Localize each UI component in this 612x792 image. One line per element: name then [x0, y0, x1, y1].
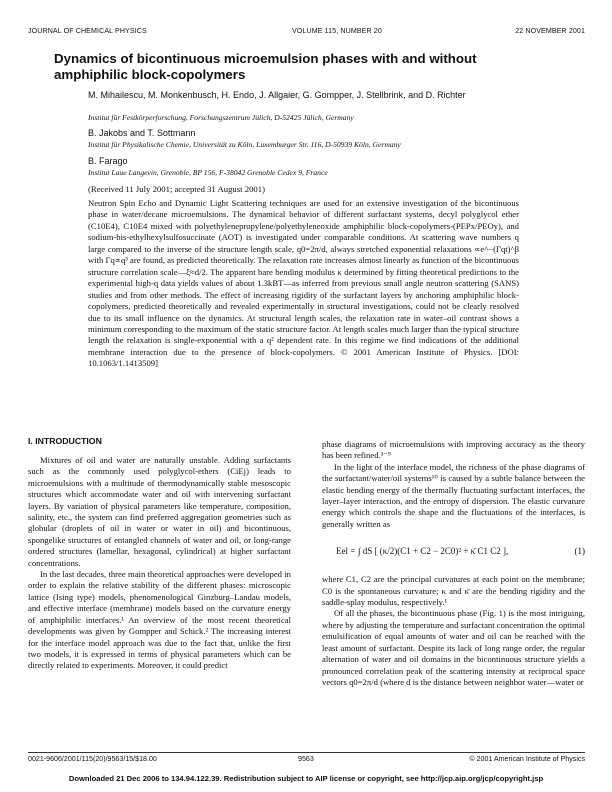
paragraph: where C1, C2 are the principal curvatures at each point on the membrane; C0 is the spontaneous curvature; κ and κ̄ are the bending rigidity and the saddle-splay modulus, respectively.¹ — [322, 574, 585, 608]
footer-copyright: © 2001 American Institute of Physics — [469, 755, 585, 763]
section-heading: I. INTRODUCTION — [28, 436, 102, 446]
equation-lhs: Eel = — [336, 546, 356, 557]
paragraph: phase diagrams of microemulsions with improving accuracy as the theory has been refined.³⁻⁹ — [322, 439, 585, 461]
affiliation-1: Institut für Festkörperforschung, Forschungszentrum Jülich, D-52425 Jülich, Germany — [88, 113, 354, 122]
received-dates: (Received 11 July 2001; accepted 31 August 2001) — [88, 184, 266, 194]
footer-rule — [28, 752, 585, 753]
author-list-1: M. Mihailescu, M. Monkenbusch, H. Endo, J. Allgaier, G. Gompper, J. Stellbrink, and D. Richter — [88, 90, 466, 100]
author-list-2: B. Jakobs and T. Sottmann — [88, 128, 196, 138]
equation-rhs: ∫ dS [ (κ/2)(C1 + C2 − 2C0)² + κ̄ C1 C2 ], — [358, 546, 509, 557]
paragraph: Of all the phases, the bicontinuous phase (Fig. 1) is the most intriguing, where by adjusting the temperature and surfactant concentration the optimal emulsification of equal amounts of water and oil can be reached with the least amount of surfactant. Despite its lack of long range order, the regular alternation of water and oil domains in the bicontinuous structure yields a pronounced correlation peak of the scattering intensity at reciprocal space vectors q0=2π/d (where d is the distance between neighbor water—water or — [322, 608, 585, 687]
affiliation-3: Institut Laue Langevin, Grenoble, BP 156, F-38042 Grenoble Cedex 9, France — [88, 168, 328, 177]
left-column — [28, 455, 291, 672]
right-column — [322, 439, 585, 688]
equation-1 — [322, 538, 585, 568]
abstract: Neutron Spin Echo and Dynamic Light Scattering techniques are used for an extensive investigation of the bicontinuous phase in water/decane microemulsions. The dynamical behavior of different surfactant systems, decyl polyglycol ether (C10E4), C10E4 mixed with polyethylenepropylene/polyethyleneoxide amphiphilic block-copolymers-(PEPx/PEOy), and sodium-bis-ethylhexylsulfosuccinate (AOT) is investigated under comparable conditions. At scattering wave numbers q large compared to the inverse of the structure length scale, q0=2π/d, always stretched exponential relaxations ∝e^−(Γqt)^β with Γq∝q³ are found, as predicted theoretically. The relaxation rate increases almost linearly as function of the bicontinuous structure correlation scale—ξ≈d/2. The apparent bare bending modulus κ determined by fitting theoretical predictions to the experimental high-q data yields values of about 1.3kBT—as inferred from previous small angle neutron scattering (SANS) studies and from other methods. The effect of increasing rigidity of the surfactant layers by anchoring amphiphilic block-copolymers, predicted theoretically and revealed experimentally in structural investigations, could not be clearly resolved due to its small influence on the dynamics. At structural length scales, the relaxation rate in water–oil contrast shows a minimum corresponding to the maximum of the static structure factor. At length scales much larger than the typical structure length the relaxation is single-exponential with a q² dependent rate. In this regime we find indications of the additional membrane interaction due to the presence of block-copolymers. © 2001 American Institute of Physics. [DOI: 10.1063/1.1413509] — [88, 198, 519, 369]
affiliation-2: Institut für Physikalische Chemie, Universität zu Köln, Luxemburger Str. 116, D-50939 Köln, Germany — [88, 140, 401, 149]
equation-number: (1) — [574, 546, 585, 557]
paper-title: Dynamics of bicontinuous microemulsion phases with and without amphiphilic block-copolymers — [54, 51, 477, 82]
page-number: 9563 — [298, 755, 314, 763]
paragraph: In the last decades, three main theoretical approaches were developed in order to explain the relative stability of the different phases: microscopic lattice (Ising type) models, phenomenological Ginzburg–Landau models, and effective interface (membrane) models based on the curvature energy of amphiphilic interfaces.¹ An overview of the most recent theoretical developments was given by Gompper and Schick.² The increasing interest for the interface model approach was due to the fact that, unlike the first two models, it is expressed in terms of physical parameters which can be directly related to experiments. Moreover, it could predict — [28, 569, 291, 671]
paragraph: In the light of the interface model, the richness of the phase diagrams of the surfactant/water/oil systems¹⁰ is caused by a subtle balance between the elastic bending energy of the thermally fluctuating surfactant interfaces, the layer–layer interaction, and the entropy of dispersion. The elastic curvature energy which controls the shape and the fluctuations of the interfaces, is generally written as — [322, 461, 585, 529]
footer-code: 0021-9606/2001/115(20)/9563/15/$18.00 — [28, 755, 157, 763]
paragraph: Mixtures of oil and water are naturally unstable. Adding surfactants such as the commonly used polyglycol-ethers (CiEj) leads to microemulsions with a multitude of thermodynamically stable mesoscopic structures which accommodate water and oil with intervening surfactant layers. By variation of physical parameters like temperature, composition, salinity, etc., the system can find preferred aggregation geometries such as globular (droplets of oil in water or water in oil) and bicontinuous, spongelike structures of entangled channels of water and oil, or long-range ordered structures (lamellar, hexagonal, cylindrical) at higher surfactant concentrations. — [28, 455, 291, 568]
download-notice: Downloaded 21 Dec 2006 to 134.94.122.39. Redistribution subject to AIP license or copyright, see http://jcp.aip.org/jcp/copyright.jsp — [68, 774, 544, 783]
journal-name: JOURNAL OF CHEMICAL PHYSICS — [28, 27, 147, 35]
author-list-3: B. Farago — [88, 156, 128, 166]
volume-number: VOLUME 115, NUMBER 20 — [292, 27, 382, 35]
issue-date: 22 NOVEMBER 2001 — [515, 27, 585, 35]
